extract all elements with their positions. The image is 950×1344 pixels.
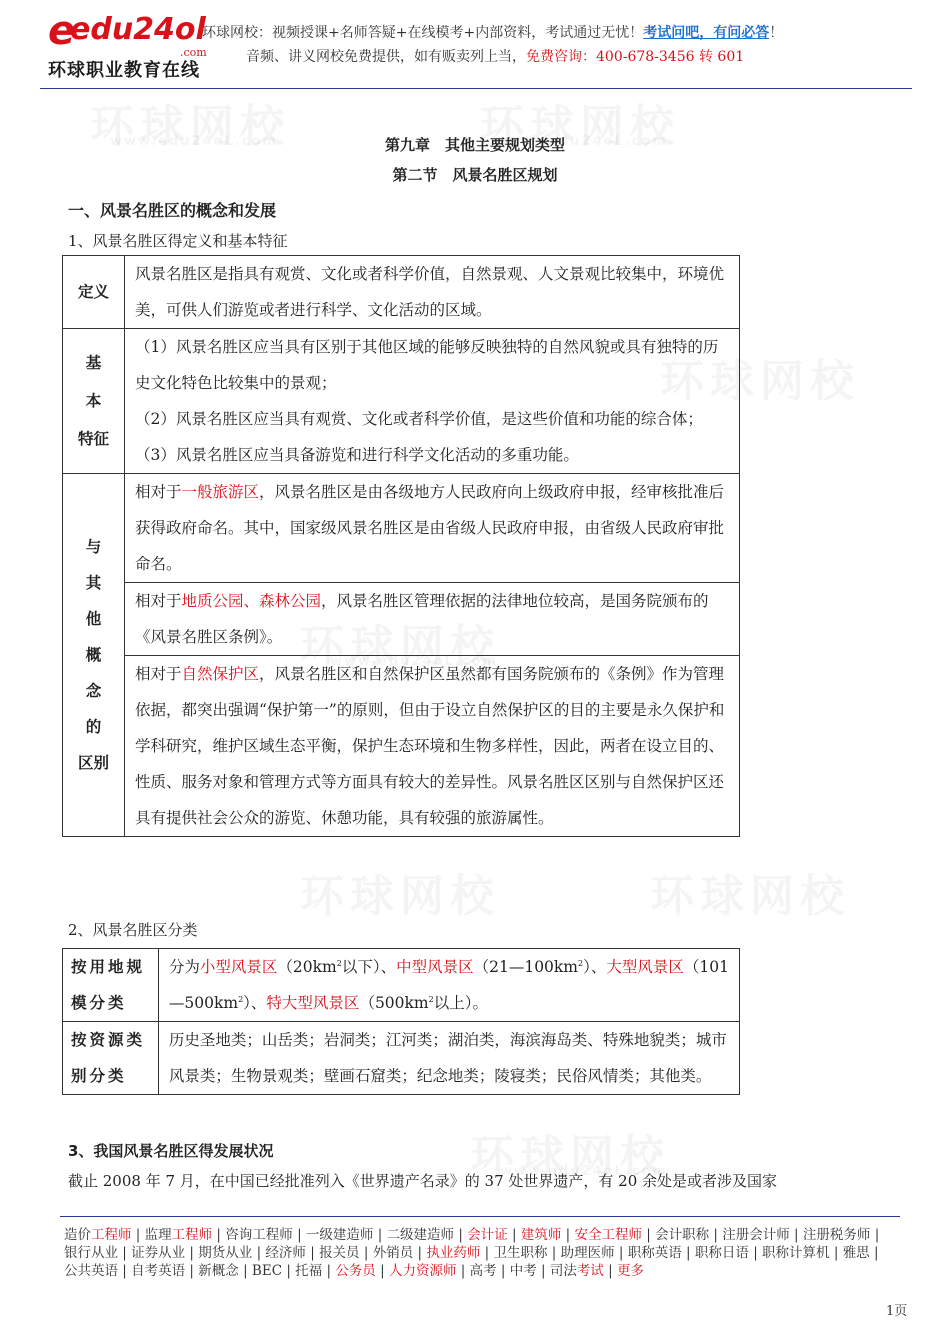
footer-separator: | bbox=[614, 1245, 628, 1261]
footer-separator: | bbox=[456, 1263, 470, 1279]
scale-large-range: （101—500km bbox=[168, 958, 729, 1012]
footer-separator: | bbox=[547, 1245, 561, 1261]
diff-body: ，风景名胜区管理依据的法律地位较高，是国务院颁布的《风景名胜区条例》。 bbox=[134, 592, 709, 646]
footer-separator: | bbox=[536, 1263, 550, 1279]
footer-separator: | bbox=[373, 1227, 387, 1243]
footer-separator: | bbox=[322, 1263, 336, 1279]
footer-separator: | bbox=[496, 1263, 510, 1279]
heading-classification: 2、风景名胜区分类 bbox=[68, 921, 198, 939]
watermark-text bbox=[650, 860, 850, 924]
table-row bbox=[63, 256, 740, 329]
footer-link[interactable] bbox=[252, 1263, 282, 1279]
footer-link-text: 雅思 bbox=[842, 1245, 870, 1261]
footer-link[interactable] bbox=[335, 1263, 376, 1279]
definition-table bbox=[62, 255, 740, 837]
heading-development: 3、我国风景名胜区得发展状况 bbox=[68, 1142, 274, 1160]
footer-link[interactable] bbox=[467, 1227, 508, 1243]
footer-link-text: 公共英语 bbox=[64, 1263, 118, 1279]
diff-prefix: 相对于 bbox=[134, 483, 182, 501]
footer-separator: | bbox=[305, 1245, 320, 1261]
footer-separator: | bbox=[789, 1227, 803, 1243]
footer-link[interactable] bbox=[64, 1263, 118, 1279]
footer-separator: | bbox=[709, 1227, 723, 1243]
footer-divider bbox=[60, 1216, 900, 1217]
footer-separator: | bbox=[829, 1245, 843, 1261]
footer-link[interactable] bbox=[510, 1263, 537, 1279]
promo-text: 环球网校：视频授课+名师答疑+在线模考+内部资料，考试通过无忧！ bbox=[202, 25, 644, 41]
ask-link[interactable]: 考试问吧，有问必答 bbox=[643, 25, 770, 41]
footer-separator: | bbox=[870, 1227, 880, 1243]
header-divider bbox=[40, 88, 912, 89]
footer-link[interactable] bbox=[762, 1245, 830, 1261]
difference-reserve bbox=[124, 656, 739, 837]
footer-link[interactable] bbox=[521, 1227, 562, 1243]
section-title: 第二节 风景名胜区规划 bbox=[392, 166, 558, 184]
diff-prefix: 相对于 bbox=[134, 665, 182, 683]
footer-link-text: 外销员 bbox=[372, 1245, 414, 1261]
difference-label-line: 他 概 bbox=[85, 610, 117, 664]
footer-separator: | bbox=[454, 1227, 468, 1243]
footer-link-text: 助理医师 bbox=[560, 1245, 615, 1261]
scale-small-tail: 以下）、 bbox=[341, 958, 397, 976]
superscript: 2 bbox=[578, 958, 584, 968]
scale-medium: 中型风景区 bbox=[396, 958, 474, 976]
footer-link[interactable] bbox=[722, 1227, 790, 1243]
footer-separator: | bbox=[869, 1245, 879, 1261]
footer-link-text: 注册税务师 bbox=[802, 1227, 871, 1243]
diff-term: 自然保护区 bbox=[181, 665, 259, 683]
footer-separator: | bbox=[185, 1263, 199, 1279]
footer-link[interactable] bbox=[470, 1263, 497, 1279]
footer-link[interactable] bbox=[387, 1227, 455, 1243]
footer-link[interactable] bbox=[225, 1227, 293, 1243]
definition-label: 定义 bbox=[63, 256, 125, 329]
footer-separator: | bbox=[238, 1263, 252, 1279]
scale-small-range: （20km bbox=[277, 958, 337, 976]
footer-separator: | bbox=[375, 1263, 389, 1279]
footer-link[interactable] bbox=[389, 1263, 457, 1279]
footer-link-highlight: 安全工程师 bbox=[574, 1227, 642, 1243]
site-logo[interactable] bbox=[48, 8, 208, 81]
footer-link[interactable] bbox=[131, 1245, 185, 1261]
footer-link[interactable] bbox=[64, 1245, 118, 1261]
footer-separator: | bbox=[282, 1263, 296, 1279]
heading-concept: 一、风景名胜区的概念和发展 bbox=[68, 201, 277, 220]
consult-phone: 免费咨询：400-678-3456 转 601 bbox=[526, 49, 745, 65]
footer-link[interactable] bbox=[198, 1263, 239, 1279]
footer-link-text: 职称日语 bbox=[694, 1245, 749, 1261]
notice-text: 音频、讲义网校免费提供，如有贩卖列上当， bbox=[246, 49, 526, 65]
footer-link-text: 咨询工程师 bbox=[225, 1227, 293, 1243]
features-cell bbox=[124, 329, 739, 474]
footer-separator: | bbox=[185, 1245, 199, 1261]
footer-link-text: 银行从业 bbox=[64, 1245, 118, 1261]
footer-link-text: 注册会计师 bbox=[722, 1227, 790, 1243]
footer-link-text: 证券从业 bbox=[131, 1245, 186, 1261]
difference-label bbox=[63, 474, 125, 837]
superscript: 2 bbox=[428, 994, 434, 1004]
scale-extra-large: 特大型风景区 bbox=[266, 994, 360, 1012]
footer-link-text: 司法 bbox=[549, 1263, 577, 1279]
footer-link[interactable] bbox=[373, 1245, 414, 1261]
footer-separator: | bbox=[603, 1263, 618, 1279]
footer-link[interactable] bbox=[295, 1263, 322, 1279]
scale-xl-tail: 以上）。 bbox=[433, 994, 488, 1012]
footer-link[interactable] bbox=[628, 1245, 682, 1261]
feature-item: （2）风景名胜区应当具有观赏、文化或者科学价值，是这些价值和功能的综合体； bbox=[134, 410, 703, 428]
footer-link-text: 会计职称 bbox=[655, 1227, 710, 1243]
table-row bbox=[63, 1022, 740, 1095]
difference-label-line: 区别 bbox=[77, 754, 109, 772]
footer-link-highlight: 考试 bbox=[576, 1263, 604, 1279]
footer-separator: | bbox=[748, 1245, 763, 1261]
footer-separator: | bbox=[561, 1227, 575, 1243]
diff-prefix: 相对于 bbox=[134, 592, 182, 610]
scale-medium-range: （21—100km bbox=[473, 958, 579, 976]
feature-item: （1）风景名胜区应当具有区别于其他区域的能够反映独特的自然风貌或具有独特的历史文化特色比较集中的景观； bbox=[134, 338, 719, 392]
diff-body: ，风景名胜区是由各级地方人民政府向上级政府申报，经审核批准后获得政府命名。其中，国家级风景名胜区是由省级人民政府申报，由省级人民政府审批命名。 bbox=[134, 483, 725, 573]
scale-xl-range: （500km bbox=[359, 994, 429, 1012]
development-paragraph: 截止 2008 年 7 月，在中国已经批准列入《世界遗产名录》的 37 处世界遗产，有 20 余处是或者涉及国家 bbox=[68, 1172, 778, 1190]
footer-separator: | bbox=[641, 1227, 656, 1243]
footer-separator: | bbox=[118, 1263, 132, 1279]
footer-link-text: 自考英语 bbox=[131, 1263, 186, 1279]
footer-separator: | bbox=[118, 1245, 132, 1261]
superscript: 2 bbox=[336, 958, 342, 968]
scale-label: 按用地规模分类 bbox=[63, 949, 159, 1022]
footer-link[interactable] bbox=[550, 1263, 604, 1279]
footer-link-text: 中考 bbox=[509, 1263, 537, 1279]
footer-link-highlight: 工程师 bbox=[91, 1227, 132, 1243]
logo-subtitle: 环球职业教育在线 bbox=[48, 60, 200, 81]
feature-item: （3）风景名胜区应当具备游览和进行科学文化活动的多重功能。 bbox=[134, 446, 579, 464]
footer-link-text: 职称计算机 bbox=[762, 1245, 830, 1261]
footer-link[interactable] bbox=[426, 1245, 480, 1261]
footer-link[interactable] bbox=[64, 1227, 132, 1243]
footer-separator: | bbox=[480, 1245, 494, 1261]
table-row bbox=[63, 329, 740, 474]
footer-link-highlight: 更多 bbox=[617, 1263, 645, 1279]
diff-term: 一般旅游区 bbox=[181, 483, 259, 501]
footer-link-highlight: 执业药师 bbox=[426, 1245, 481, 1261]
footer-link[interactable] bbox=[306, 1227, 374, 1243]
features-label-line: 基 本 bbox=[85, 354, 117, 410]
footer-link-text: 高考 bbox=[469, 1263, 497, 1279]
scale-large: 大型风景区 bbox=[606, 958, 684, 976]
footer-link[interactable] bbox=[145, 1227, 213, 1243]
heading-definition: 1、风景名胜区得定义和基本特征 bbox=[68, 232, 288, 250]
footer-link[interactable] bbox=[695, 1245, 749, 1261]
scale-small: 小型风景区 bbox=[199, 958, 278, 976]
promo-end: ！ bbox=[769, 25, 784, 41]
footer-link[interactable] bbox=[843, 1245, 870, 1261]
scale-large-tail: ）、 bbox=[243, 994, 267, 1012]
footer-link[interactable] bbox=[319, 1245, 360, 1261]
scale-text bbox=[158, 949, 739, 1022]
diff-body: ，风景名胜区和自然保护区虽然都有国务院颁布的《条例》作为管理依据，都突出强调“保护第一”的原则，但由于设立自然保护区的目的主要是永久保护和学科研究，维护区域生态平衡，保护生态环境和生物多样性，因此，两者在设立目的、性质、服务对象和管理方式等方面具有较大的差异性。风景名胜区区别与自然保护区还具有提供社会公众的游览、休憩功能，具有较强的旅游属性。 bbox=[134, 665, 725, 827]
footer-link[interactable] bbox=[617, 1263, 644, 1279]
difference-label-line: 与 其 bbox=[85, 538, 117, 592]
features-label-line: 特征 bbox=[77, 430, 109, 448]
features-label bbox=[63, 329, 125, 474]
table-row bbox=[63, 474, 740, 583]
footer-link-text: BEC bbox=[251, 1263, 283, 1279]
footer-link-text: 一级建造师 bbox=[305, 1227, 374, 1243]
header-contact-line bbox=[246, 46, 744, 66]
footer-link-text: 监理 bbox=[144, 1227, 172, 1243]
logo-wordmark: edu24ol bbox=[70, 12, 206, 47]
table-row bbox=[63, 583, 740, 656]
footer-link[interactable] bbox=[803, 1227, 871, 1243]
logo-domain: .com bbox=[180, 46, 207, 59]
footer-separator: | bbox=[212, 1227, 226, 1243]
classification-table bbox=[62, 948, 740, 1095]
difference-tourism bbox=[124, 474, 739, 583]
footer-link-highlight: 人力资源师 bbox=[388, 1263, 457, 1279]
footer-link-text: 报关员 bbox=[319, 1245, 360, 1261]
footer-link-highlight: 公务员 bbox=[335, 1263, 376, 1279]
footer-link-text: 新概念 bbox=[198, 1263, 239, 1279]
footer-link[interactable] bbox=[655, 1227, 709, 1243]
footer-separator: | bbox=[681, 1245, 695, 1261]
footer-separator: | bbox=[131, 1227, 145, 1243]
footer-link[interactable] bbox=[198, 1245, 252, 1261]
diff-term: 地质公园 bbox=[181, 592, 244, 610]
resource-text: 历史圣地类；山岳类；岩洞类；江河类；湖泊类，海滨海岛类、特殊地貌类；城市风景类；生物景观类；壁画石窟类；纪念地类；陵寝类；民俗风情类；其他类。 bbox=[158, 1022, 739, 1095]
watermark-text bbox=[300, 860, 500, 924]
page-header bbox=[0, 0, 950, 95]
footer-link[interactable] bbox=[561, 1245, 615, 1261]
scale-medium-tail: ）、 bbox=[583, 958, 607, 976]
footer-link-text: 期货从业 bbox=[198, 1245, 253, 1261]
footer-link[interactable] bbox=[131, 1263, 185, 1279]
footer-link-text: 职称英语 bbox=[627, 1245, 682, 1261]
footer-link-highlight: 会计证 bbox=[467, 1227, 508, 1243]
footer-link-highlight: 建筑师 bbox=[520, 1227, 562, 1243]
footer-separator: | bbox=[292, 1227, 306, 1243]
resource-label: 按资源类别分类 bbox=[63, 1022, 159, 1095]
difference-parks bbox=[124, 583, 739, 656]
difference-label-line: 念 的 bbox=[85, 682, 117, 736]
footer-link-text: 卫生职称 bbox=[493, 1245, 548, 1261]
scale-prefix: 分为 bbox=[168, 958, 200, 976]
table-row bbox=[63, 949, 740, 1022]
footer-separator: | bbox=[413, 1245, 427, 1261]
footer-link-text: 造价 bbox=[64, 1227, 91, 1243]
footer-link[interactable] bbox=[265, 1245, 306, 1261]
footer-link[interactable] bbox=[493, 1245, 547, 1261]
table-row bbox=[63, 656, 740, 837]
footer-link-text: 二级建造师 bbox=[386, 1227, 455, 1243]
page-number: 1页 bbox=[886, 1304, 908, 1319]
footer-links bbox=[64, 1226, 896, 1280]
footer-separator: | bbox=[359, 1245, 373, 1261]
diff-separator: 、 bbox=[243, 592, 260, 610]
diff-term: 森林公园 bbox=[259, 592, 322, 610]
footer-separator: | bbox=[252, 1245, 266, 1261]
footer-link-text: 经济师 bbox=[265, 1245, 306, 1261]
superscript: 2 bbox=[238, 994, 244, 1004]
footer-link-text: 托福 bbox=[295, 1263, 323, 1279]
header-promo-line bbox=[202, 22, 783, 42]
chapter-title: 第九章 其他主要规划类型 bbox=[384, 136, 565, 154]
footer-link-highlight: 工程师 bbox=[171, 1227, 213, 1243]
definition-text: 风景名胜区是指具有观赏、文化或者科学价值，自然景观、人文景观比较集中，环境优美，可供人们游览或者进行科学、文化活动的区域。 bbox=[124, 256, 739, 329]
logo-e-mark: e bbox=[48, 8, 76, 54]
footer-separator: | bbox=[507, 1227, 521, 1243]
footer-link[interactable] bbox=[574, 1227, 642, 1243]
